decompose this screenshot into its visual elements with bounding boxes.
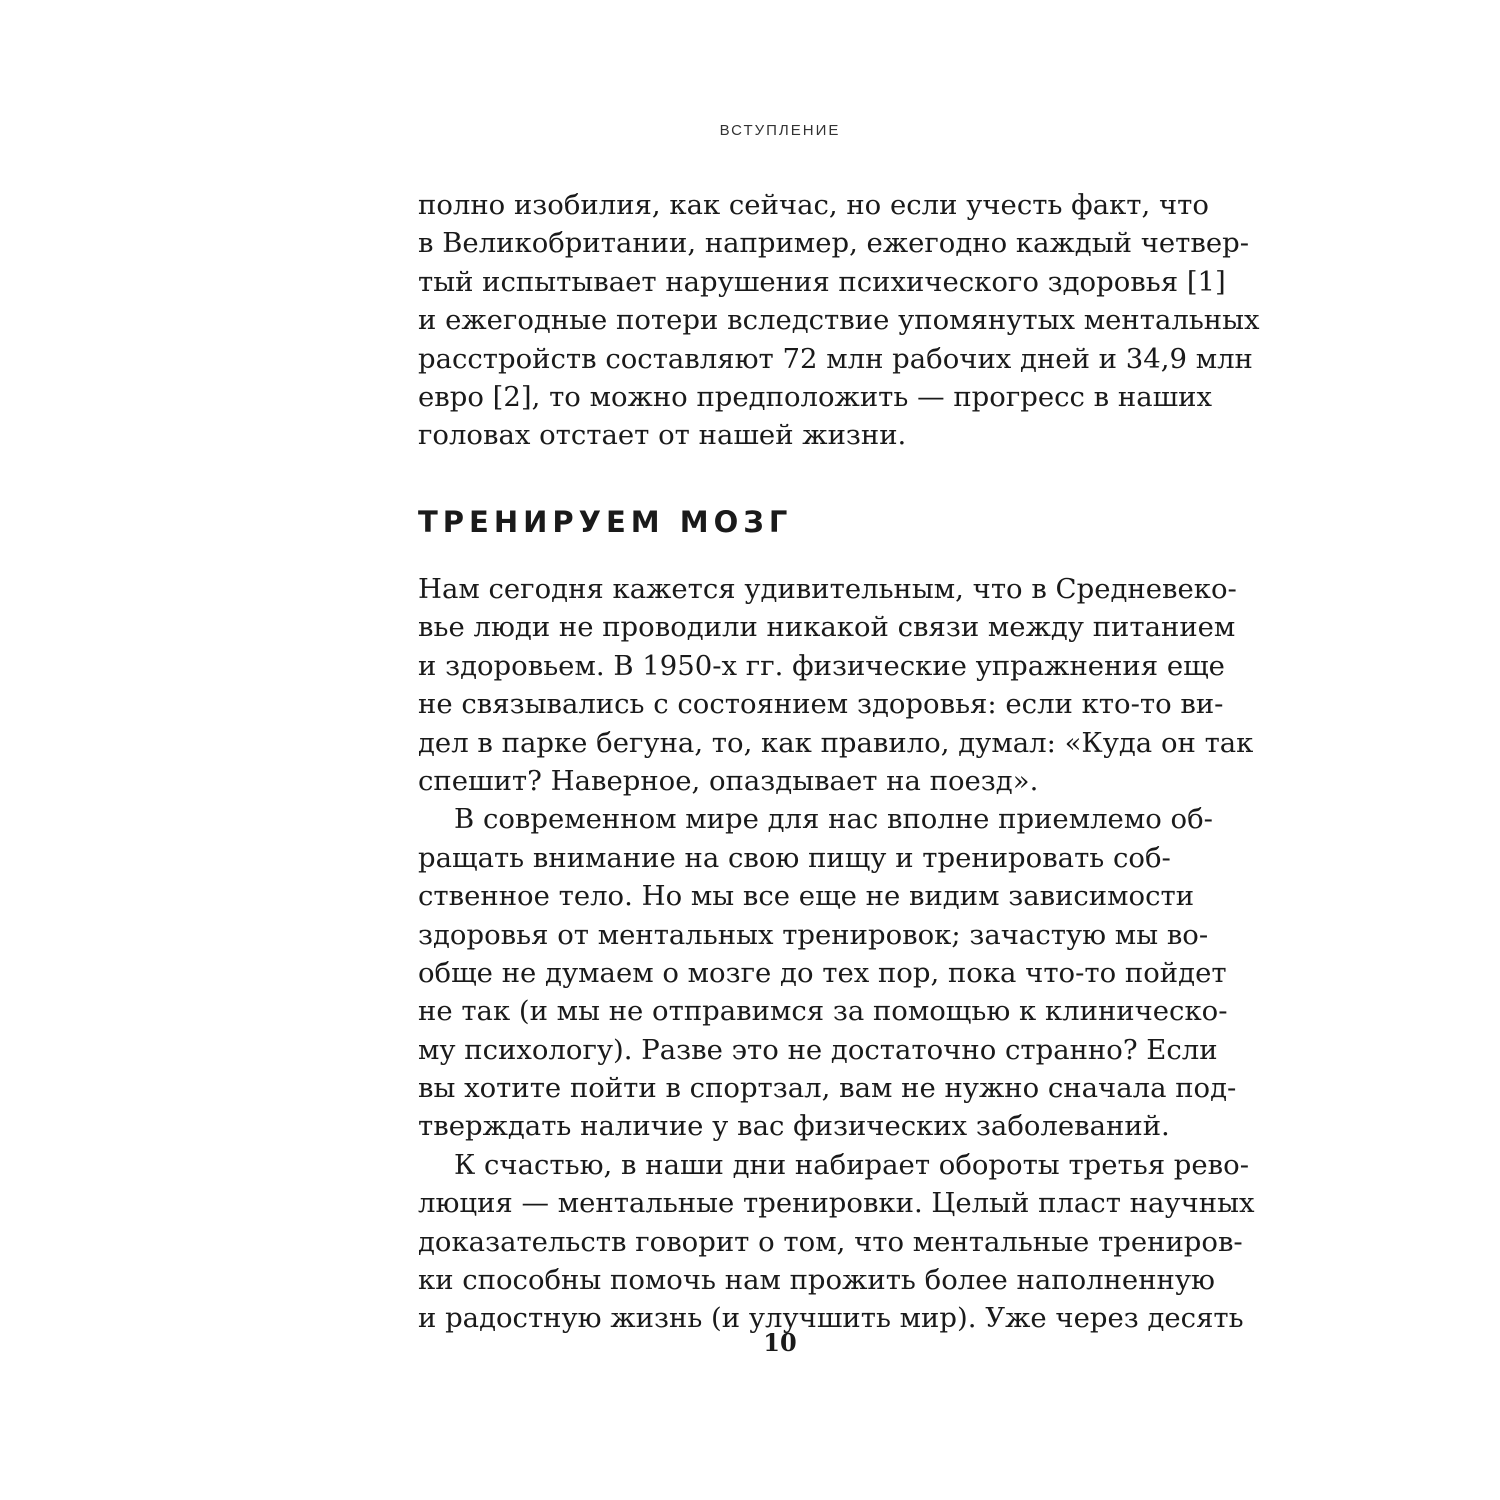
text-line: и ежегодные потери вследствие упомянутых ментальных: [418, 304, 1260, 337]
text-line: дел в парке бегуна, то, как правило, думал: «Куда он так: [418, 726, 1254, 759]
section-heading: ТРЕНИРУЕМ МОЗГ: [418, 505, 793, 539]
text-line: ственное тело. Но мы все еще не видим зависимости: [418, 880, 1195, 913]
text-line: К счастью, в наши дни набирает обороты третья рево-: [454, 1148, 1250, 1181]
text-line: расстройств составляют 72 млн рабочих дней и 34,9 млн: [418, 342, 1253, 375]
text-line: В современном мире для нас вполне приемлемо об-: [454, 803, 1213, 836]
text-line: ращать внимание на свою пищу и тренировать соб-: [418, 841, 1171, 874]
text-line: головах отстает от нашей жизни.: [418, 419, 907, 452]
text-line: тверждать наличие у вас физических заболеваний.: [418, 1110, 1170, 1143]
text-line: спешит? Наверное, опаздывает на поезд».: [418, 764, 1039, 797]
text-line: в Великобритании, например, ежегодно каждый четвер-: [418, 227, 1250, 260]
text-line: здоровья от ментальных тренировок; зачастую мы во-: [418, 918, 1209, 951]
text-line: доказательств говорит о том, что ментальные трениров-: [418, 1225, 1243, 1258]
text-line: евро [2], то можно предположить — прогресс в наших: [418, 380, 1212, 413]
text-line: вье люди не проводили никакой связи между питанием: [418, 611, 1236, 644]
text-line: не связывались с состоянием здоровья: если кто-то ви-: [418, 688, 1224, 721]
text-line: обще не думаем о мозге до тех пор, пока что-то пойдет: [418, 956, 1227, 989]
text-line: полно изобилия, как сейчас, но если учесть факт, что: [418, 189, 1209, 221]
page-number: 10: [763, 1328, 797, 1357]
text-line: тый испытывает нарушения психического здоровья [1]: [418, 265, 1226, 298]
text-line: люция — ментальные тренировки. Целый пласт научных: [418, 1187, 1255, 1220]
text-line: и здоровьем. В 1950-х гг. физические упражнения еще: [418, 649, 1225, 682]
text-line: Нам сегодня кажется удивительным, что в Средневеко-: [418, 573, 1237, 605]
text-line: му психологу). Разве это не достаточно странно? Если: [418, 1033, 1218, 1066]
body-text: [418, 570, 1255, 1338]
text-line: не так (и мы не отправимся за помощью к клиническо-: [418, 995, 1228, 1028]
intro-paragraph: [418, 186, 1260, 455]
text-line: вы хотите пойти в спортзал, вам не нужно сначала под-: [418, 1072, 1237, 1105]
text-line: ки способны помочь нам прожить более наполненную: [418, 1264, 1215, 1297]
text-line: и радостную жизнь (и улучшить мир). Уже через десять: [418, 1302, 1244, 1335]
running-head: ВСТУПЛЕНИЕ: [719, 122, 841, 139]
